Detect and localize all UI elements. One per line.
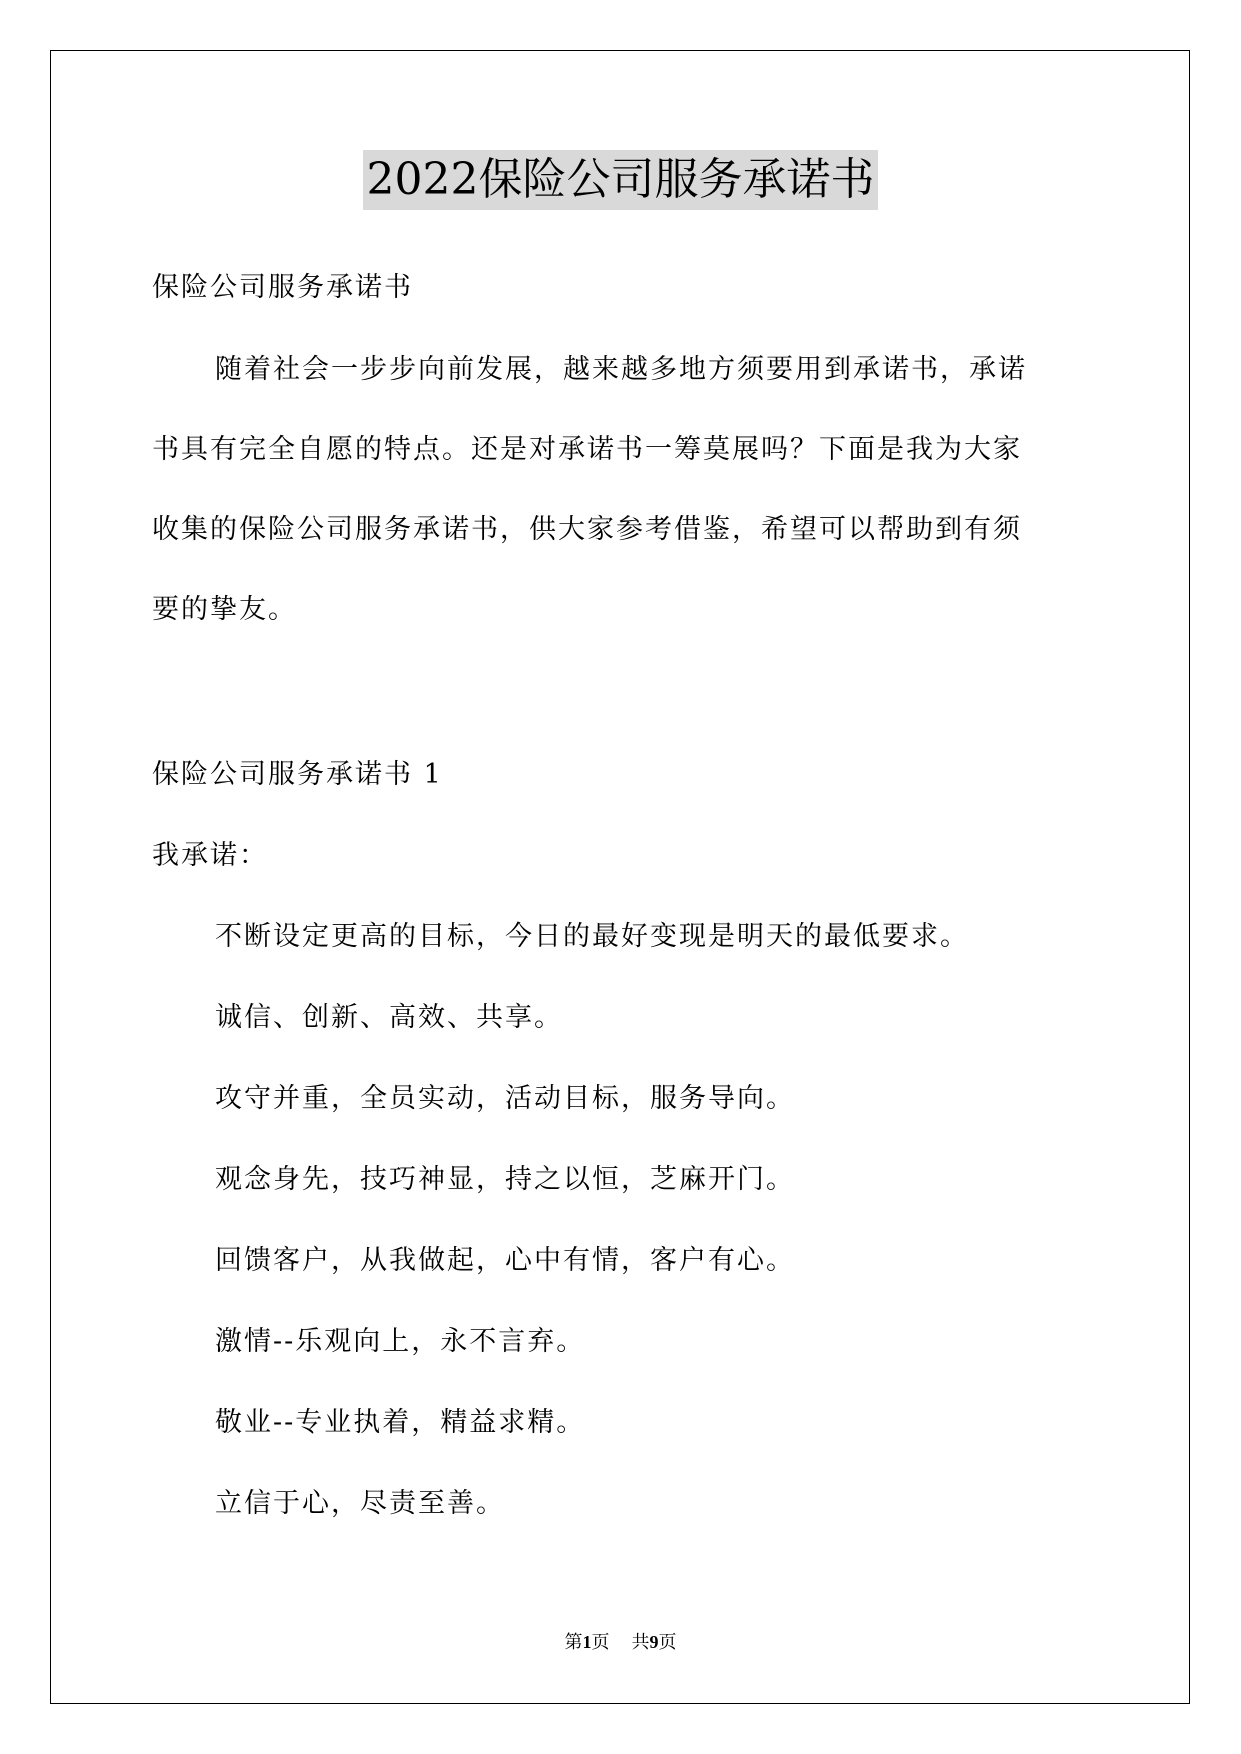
pledge-item: 诚信、创新、高效、共享。 — [215, 1002, 563, 1033]
page-suffix: 页 — [591, 1632, 610, 1652]
pledge-label: 我承诺： — [152, 840, 268, 871]
document-title: 2022保险公司服务承诺书 — [363, 150, 879, 210]
total-suffix: 页 — [658, 1632, 677, 1652]
current-page-number: 1 — [582, 1632, 592, 1652]
intro-line-1: 随着社会一步步向前发展，越来越多地方须要用到承诺书，承诺 — [215, 354, 1027, 385]
page-prefix: 第 — [564, 1632, 583, 1652]
intro-line-4: 要的挚友。 — [152, 594, 297, 625]
title-container — [0, 150, 1241, 210]
total-prefix: 共 — [631, 1632, 650, 1652]
pledge-item: 立信于心，尽责至善。 — [215, 1488, 505, 1519]
pledge-item: 激情--乐观向上，永不言弃。 — [215, 1326, 586, 1357]
pledge-item: 敬业--专业执着，精益求精。 — [215, 1407, 586, 1438]
section-title: 保险公司服务承诺书 1 — [152, 759, 443, 790]
intro-line-3: 收集的保险公司服务承诺书，供大家参考借鉴，希望可以帮助到有须 — [152, 514, 1022, 545]
pledge-item: 观念身先，技巧神显，持之以恒，芝麻开门。 — [215, 1164, 795, 1195]
pledge-item: 不断设定更高的目标，今日的最好变现是明天的最低要求。 — [215, 921, 969, 952]
pledge-item: 攻守并重，全员实动，活动目标，服务导向。 — [215, 1083, 795, 1114]
pledge-item: 回馈客户，从我做起，心中有情，客户有心。 — [215, 1245, 795, 1276]
total-page-number: 9 — [649, 1632, 659, 1652]
intro-line-2: 书具有完全自愿的特点。还是对承诺书一筹莫展吗？下面是我为大家 — [152, 434, 1022, 465]
page-footer — [0, 1630, 1241, 1654]
document-subtitle: 保险公司服务承诺书 — [152, 272, 413, 303]
